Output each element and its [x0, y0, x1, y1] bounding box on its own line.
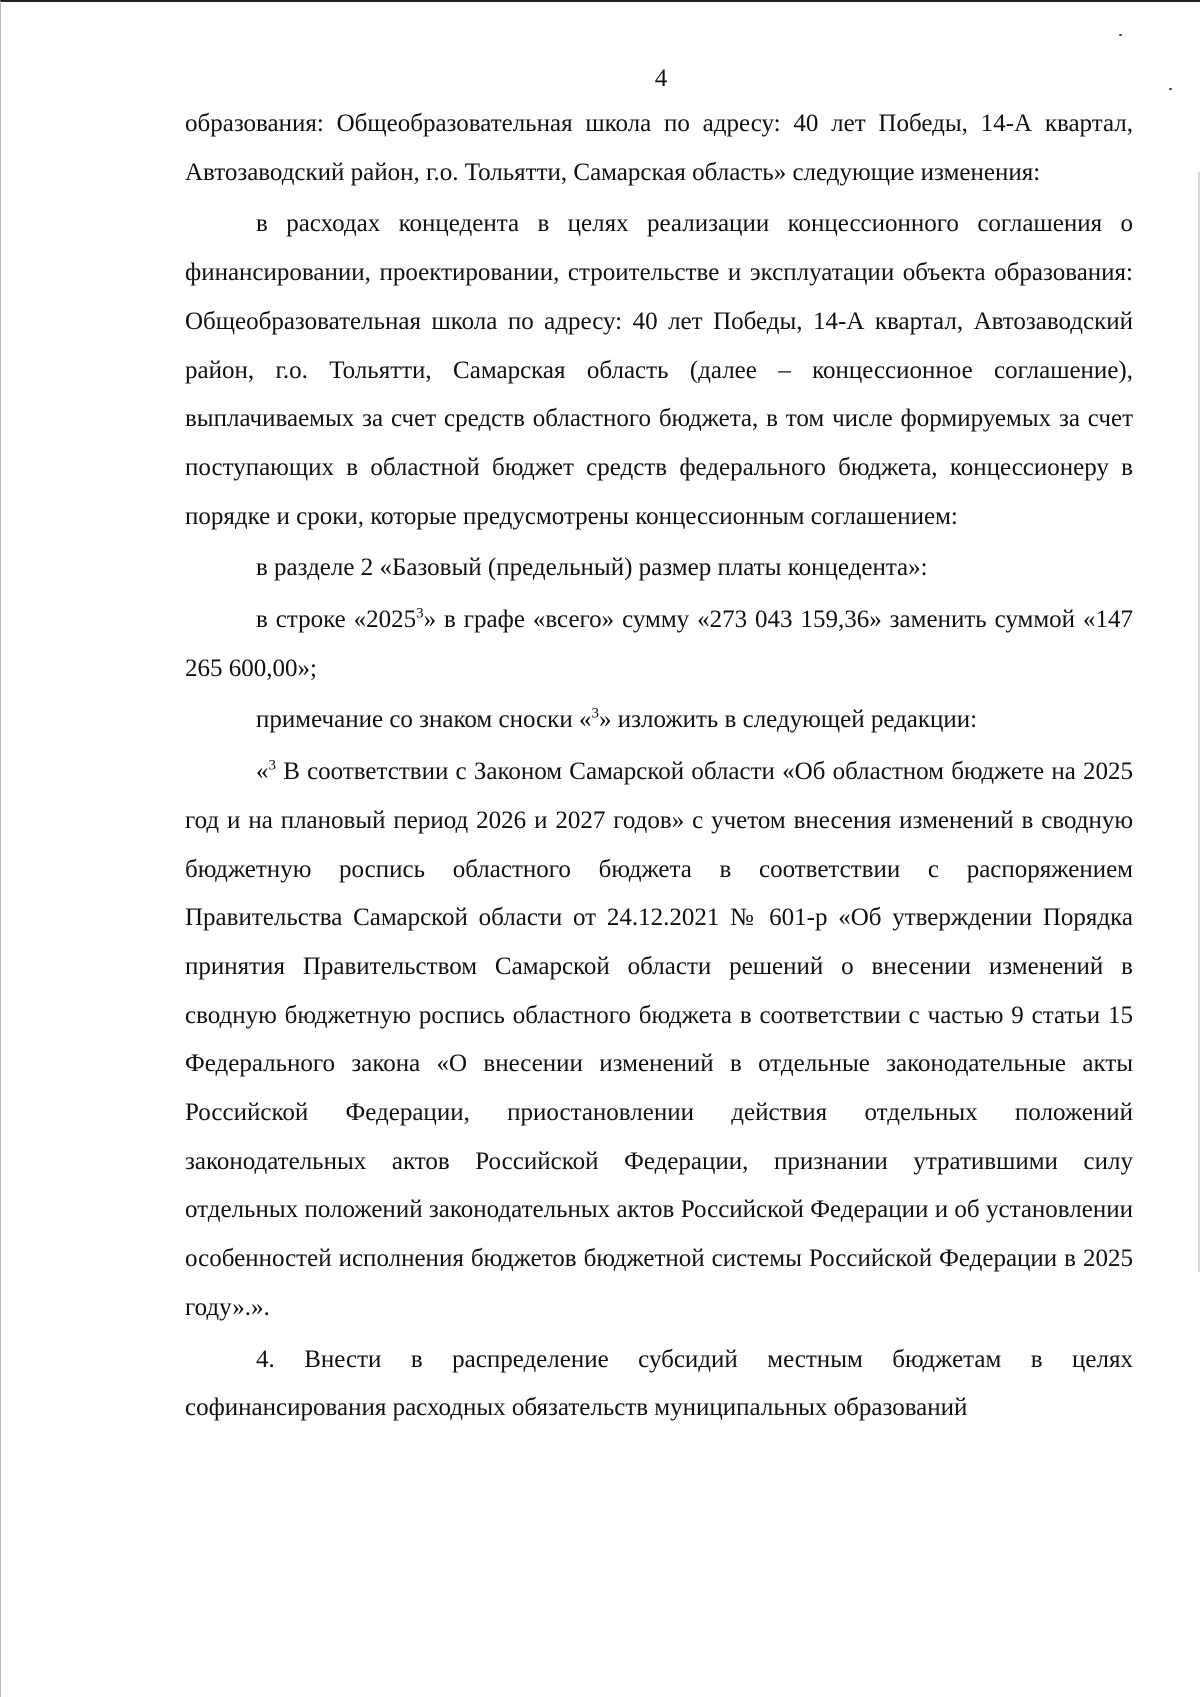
page-number: 4: [654, 65, 668, 92]
text-run: в строке «2025: [256, 606, 417, 634]
footnote-mark: 3: [268, 757, 276, 774]
paragraph-footnote-note: [185, 696, 1133, 745]
text-run: » изложить в следующей редакции:: [598, 706, 978, 734]
paragraph-section-2: в разделе 2 «Базовый (предельный) размер платы концедента»:: [256, 554, 928, 582]
footnote-mark: 3: [416, 605, 424, 622]
paragraph-item-4: 4. Внести в распределение субсидий местным бюджетам в целях софинансирования расходных обязательств муниципальных образований: [185, 1345, 1133, 1422]
scan-speck: [1119, 34, 1122, 36]
footnote-mark: 3: [591, 706, 599, 723]
document-body: [185, 100, 1133, 1433]
paragraph-continuation: образования: Общеобразовательная школа по адресу: 40 лет Победы, 14-А квартал, Автозаводский район, г.о. Тольятти, Самарская область» следующие изменения:: [185, 110, 1133, 186]
text-run: В соответствии с Законом Самарской области «Об областном бюджете на 2025 год и на плановый период 2026 и 2027 годов» с учетом внесения изменений в сводную бюджетную роспись областного бюджета в соответствии с распоряжением Правительства Самарской области от 24.12.2021 № 601-р «Об утверждении Порядка принятия Правительством Самарской области решений о внесении изменений в сводную бюджетную роспись областного бюджета в соответствии с частью 9 статьи 15 Федерального закона «О внесении изменений в отдельные законодательные акты Российской Федерации, приостановлении действия отдельных положений законодательных актов Российской Федерации, признании утратившими силу отдельных положений законодательных актов Российской Федерации и об установлении особенностей исполнения бюджетов бюджетной системы Российской Федерации в 2025 году».».: [185, 758, 1133, 1321]
text-run: » в графе «всего» сумму «273 043 159,36» заменить суммой «147 265 600,00»;: [185, 606, 1133, 682]
paragraph-footnote-text: [185, 748, 1133, 1332]
text-run: «: [256, 758, 269, 786]
text-run: примечание со знаком сноски «: [256, 706, 592, 734]
paragraph-expenses: в расходах концедента в целях реализации концессионного соглашения о финансировании, проектировании, строительстве и эксплуатации объекта образования: Общеобразовательная школа по адресу: 40 лет Победы, 14-А квартал, Автозаводский район, г.о. Тольятти, Самарская область (далее – концессионное соглашение), выплачиваемых за счет средств областного бюджета, в том числе формируемых за счет поступающих в областной бюджет средств федерального бюджета, концессионеру в порядке и сроки, которые предусмотрены концессионным соглашением:: [185, 210, 1133, 530]
paragraph-row-2025: [185, 596, 1133, 693]
